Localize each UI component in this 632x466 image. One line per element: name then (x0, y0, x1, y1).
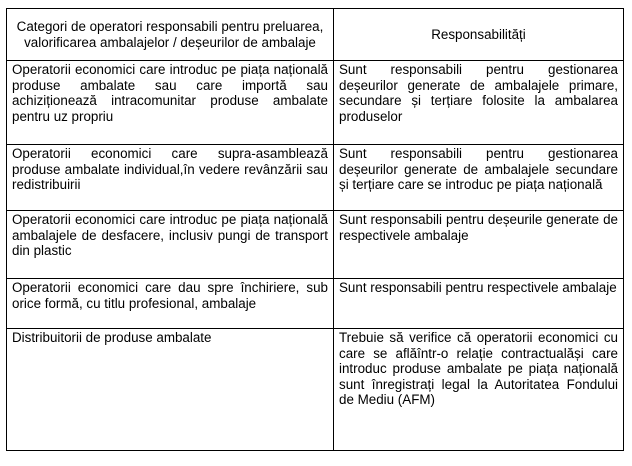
category-cell: Operatorii economici care introduc pe piața națională produse ambalate sau care importă sau achiziționează intracomunitar produse ambalate pentru uz propriu (7, 61, 334, 145)
responsibility-cell: Trebuie să verifice că operatorii economici cu care se aflăîntr-o relație contractualăși care introduc produse ambalate pe piața națională sunt înregistrați legal la Autoritatea Fondului de Mediu (AFM) (334, 329, 624, 451)
responsibility-cell: Sunt responsabili pentru gestionarea deșeurilor generate de ambalajele secundare și terțiare care se introduc pe piața națională (334, 145, 624, 211)
responsibilities-table (6, 8, 624, 451)
table-row (7, 145, 624, 211)
table-row (7, 279, 624, 329)
table-row (7, 61, 624, 145)
category-cell: Operatorii economici care introduc pe piața națională ambalajele de desfacere, inclusiv pungi de transport din plastic (7, 211, 334, 279)
table-row (7, 211, 624, 279)
header-category: Categori de operatori responsabili pentru preluarea, valorificarea ambalajelor / deșeurilor de ambalaje (7, 9, 334, 61)
category-cell: Operatorii economici care dau spre închiriere, sub orice formă, cu titlu profesional, ambalaje (7, 279, 334, 329)
responsibility-cell: Sunt responsabili pentru respectivele ambalaje (334, 279, 624, 329)
responsibility-cell: Sunt responsabili pentru deșeurile generate de respectivele ambalaje (334, 211, 624, 279)
table-row (7, 329, 624, 451)
category-cell: Distribuitorii de produse ambalate (7, 329, 334, 451)
category-cell: Operatorii economici care supra-asamblează produse ambalate individual,în vedere revânzării sau redistribuirii (7, 145, 334, 211)
table-header-row (7, 9, 624, 61)
responsibility-cell: Sunt responsabili pentru gestionarea deșeurilor generate de ambalajele primare, secundare și terțiare folosite la ambalarea produselor (334, 61, 624, 145)
header-responsibility: Responsabilități (334, 9, 624, 61)
